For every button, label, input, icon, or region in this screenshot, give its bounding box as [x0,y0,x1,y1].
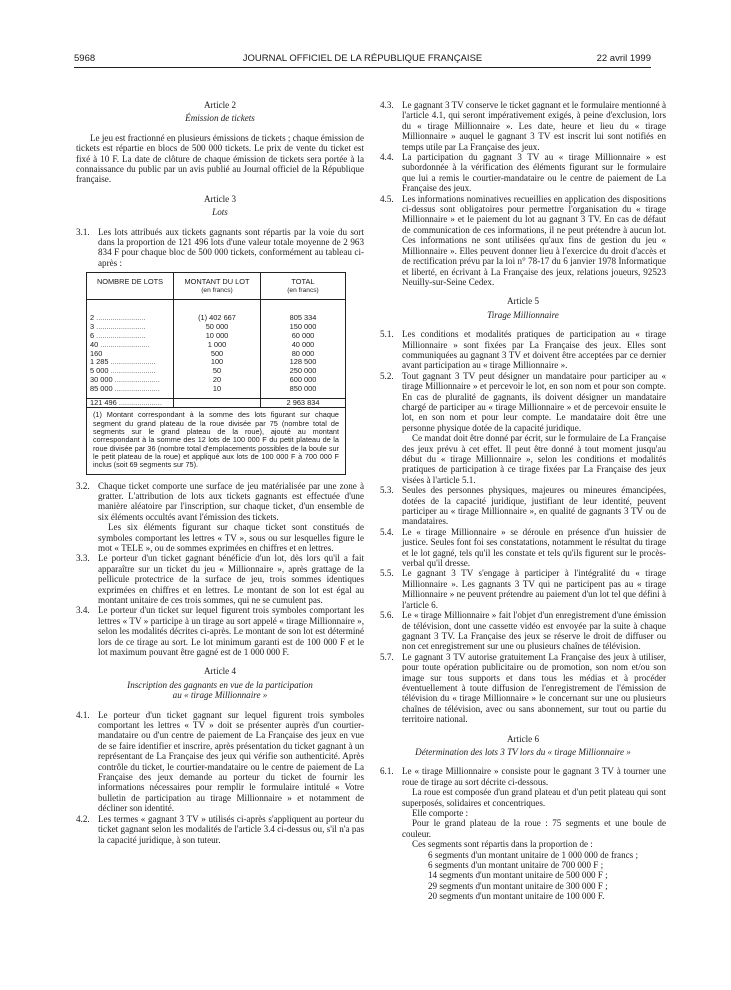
article-2-title: Article 2 [203,100,237,110]
table-row: 2 ........................ 3 ........................ 6 ........................ 40 ........................ 160 1 285 ...................... 5 000 ...................... 30 000 ...................... 85 000 ...................... (1) 402 667 50 000 10 000 1 000 500 100 50 20 10 805 334 150 000 60 000 40 000 80 000 128 500 250 000 600 000 850 000 [87,300,346,398]
table-total-row: 121 496 ..................... 2 963 834 [87,398,346,408]
list-item: 6 segments d'un montant unitaire de 700 000 F ; [428,860,604,871]
col-header-total: TOTAL (en francs) [261,273,346,300]
article-4-subtitle-line1: Inscription des gagnants en vue de la participation [127,679,313,690]
paragraph-4-1: 4.1. Le porteur d'un ticket gagnant sur lequel figurent trois symboles comportant les lettres « TV » doit se présenter auprès d'un courtier-mandataire ou d'un centre de paiement de La Française des jeux en vue de se faire identifier et inscrire, après présentation du ticket gagnant à un représentant de La Française des jeux qui vérifie son authenticité. Après contrôle du ticket, le courtier-mandataire ou le centre de paiement de La Française des jeux demande au porteur du ticket de fournir les informations nécessaires pour remplir le formulaire intitulé « Votre bulletin de participation au tirage Millionnaire » et notamment de décliner son identité. [76,709,364,814]
lots-table [86,272,346,474]
paragraph-5-4: 5.4. Le « tirage Millionnaire » se déroule en présence d'un huissier de justice. Seules font foi ses constatations, notamment le résultat du tirage et le lot gagné, tels qu'il les constate et tels qu'ils figurent sur le procès-verbal qu'il dresse. [380,526,666,569]
page-header [74,54,651,68]
page-number: 5968 [74,53,96,64]
article-4-subtitle-line2: au « tirage Millionnaire » [172,690,268,701]
table-footnote: (1) Montant correspondant à la somme des lots figurant sur chaque segment du grand plateau de la roue divisée par 75 (nombre total de segments sur le grand plateau de la roue), ajouté au montant correspondant à la somme des 12 lots de 100 000 F du petit plateau de la roue divisée par 36 (nombre total d'emplacements possibles de la boule sur le petit plateau de la roue) et appliqué aux lots de 100 000 F à 700 000 F inclus (soit 69 segments sur 75). [93,410,339,470]
article-5-title: Article 5 [506,296,540,307]
article-3-title: Article 3 [203,193,237,204]
article-4-title: Article 4 [203,666,237,677]
list-item: 20 segments d'un montant unitaire de 100 000 F. [428,891,605,902]
paragraph-5-7: 5.7. Le gagnant 3 TV autorise gratuitement La Française des jeux à utiliser, pour toute opération publicitaire ou de promotion, son nom et/ou son image sur tous supports et dans tous les médias et à procéder éventuellement à toute diffusion de l'enregistrement de l'émission de télévision du « tirage Millionnaire » le concernant sur une ou plusieurs chaînes de télévision, avec ou sans abonnement, sur tout ou partie du territoire national. [380,651,666,725]
article-3-subtitle: Lots [212,207,228,218]
article-2-subtitle: Émission de tickets [185,113,255,124]
paragraph-5-2: 5.2. Tout gagnant 3 TV peut désigner un mandataire pour participer au « tirage Millionnaire » et percevoir le lot, en son nom et pour son compte. En cas de pluralité de gagnants, ils doivent désigner un mandataire chargé de participer au « tirage Millionnaire » et de percevoir ensuite le lot, en son nom et pour leur compte. Le mandataire doit être une personne physique dotée de la capacité juridique. Ce mandat doit être donné par écrit, sur le formulaire de La Française des jeux prévu à cet effet. Il peut être donné à tout moment jusqu'au début du « tirage Millionnaire », selon les conditions et modalités pratiques de participation à ce tirage fixées par La Française des jeux visées à l'article 5.1. [380,370,666,485]
list-item: 14 segments d'un montant unitaire de 500 000 F ; [428,870,608,881]
right-column [380,100,666,902]
header-rule [74,67,651,68]
issue-date: 22 avril 1999 [596,53,651,64]
paragraph-5-6: 5.6. Le « tirage Millionnaire » fait l'objet d'un enregistrement d'une émission de télévision, dont une cassette vidéo est envoyée par la suite à chaque gagnant 3 TV. La Française des jeux se réserve le droit de diffuser ou non cet enregistrement sur une ou plusieurs chaînes de télévision. [380,610,666,652]
article-6-title: Article 6 [506,733,540,744]
paragraph-4-2: 4.2. Les termes « gagnant 3 TV » utilisés ci-après s'appliquent au porteur du ticket gagnant selon les modalités de l'article 3.4 ci-dessus ou, s'il n'a pas la capacité juridique, à son tuteur. [76,813,364,845]
paragraph-5-5: 5.5. Le gagnant 3 TV s'engage à participer à l'intégralité du « tirage Millionnaire ». Les gagnants 3 TV qui ne participent pas au « tirage Millionnaire » ne peuvent prétendre au paiement d'un lot tel que défini à l'article 6. [380,568,666,610]
journal-title: JOURNAL OFFICIEL DE LA RÉPUBLIQUE FRANÇAISE [242,53,483,64]
list-item: 29 segments d'un montant unitaire de 300 000 F ; [428,880,608,891]
col-header-amount: MONTANT DU LOT (en francs) [174,273,261,300]
article-5-subtitle: Tirage Millionnaire [487,309,559,320]
paragraph-5-1: 5.1. Les conditions et modalités pratiques de participation au « tirage Millionnaire » sont fixées par La Française des jeux. Elles sont communiquées au gagnant 3 TV et doivent être acceptées par ce dernier avant participation au « tirage Millionnaire ». [380,329,666,371]
paragraph-4-5: 4.5. Les informations nominatives recueillies en application des dispositions ci-dessus sont obligatoires pour permettre l'organisation du « tirage Millionnaire » et le paiement du lot au gagnant 3 TV. En cas de défaut de communication de ces informations, il ne peut prétendre à aucun lot. Ces informations ne sont utilisées qu'aux fins de gestion du jeu « Millionnaire ». Elles peuvent donner lieu à l'exercice du droit d'accès et de rectification prévu par la loi n° 78-17 du 6 janvier 1978 Informatique et liberté, en écrivant à La Française des jeux, relations joueurs, 92523 Neuilly-sur-Seine Cedex. [380,193,666,287]
paragraph-5-3: 5.3. Seules des personnes physiques, majeures ou mineures émancipées, dotées de la capacité juridique, justifiant de leur identité, peuvent participer au « tirage Millionnaire », en qualité de gagnants 3 TV ou de mandataires. [380,485,666,527]
paragraph-3-4: 3.4. Le porteur d'un ticket sur lequel figurent trois symboles comportant les lettres « TV » participe à un tirage au sort appelé « tirage Millionnaire », selon les modalités décrites ci-après. Le montant de son lot est déterminé lors de ce tirage au sort. Le lot minimum garanti est de 100 000 F et le lot maximum pouvant être gagné est de 1 000 000 F. [76,605,364,658]
paragraph-4-3: 4.3. Le gagnant 3 TV conserve le ticket gagnant et le formulaire mentionné à l'article 4.1, qui seront impérativement exigés, à peine d'exclusion, lors du « tirage Millionnaire ». Les date, heure et lieu du « tirage Millionnaire » auquel le gagnant 3 TV est inscrit lui sont notifiés en temps utile par La Française des jeux. [380,100,666,152]
paragraph-3-2: 3.2. Chaque ticket comporte une surface de jeu matérialisée par une zone à gratter. L'attribution de lots aux tickets gagnants est effectuée d'une manière aléatoire par l'inscription, sur chaque ticket, d'un ensemble de six éléments occultés avant l'émission des tickets. Les six éléments figurant sur chaque ticket sont constitués de symboles comportant les lettres « TV », sous ou sur lesquelles figure le mot « TELE », ou de sommes exprimées en chiffres et en lettres. [76,480,364,553]
segments-list [380,850,666,902]
paragraph-3-1: 3.1. Les lots attribués aux tickets gagnants sont répartis par la voie du sort dans la proportion de 121 496 lots d'une valeur totale moyenne de 2 963 834 F pour chaque bloc de 500 000 tickets, conformément au tableau ci-après : [76,226,364,268]
paragraph-4-4: 4.4. La participation du gagnant 3 TV au « tirage Millionnaire » est subordonnée à la vérification des éléments figurant sur le formulaire que lui a remis le courtier-mandataire ou le centre de paiement de La Française des jeux. [380,152,666,194]
article-2-text: Le jeu est fractionné en plusieurs émissions de tickets ; chaque émission de tickets est répartie en blocs de 500 000 tickets. Le prix de vente du ticket est fixé à 10 F. La date de clôture de chaque émission de tickets sera portée à la connaissance du public par un avis publié au Journal officiel de la République française. [76,132,364,185]
table-footnote-row [87,408,346,474]
article-6-subtitle: Détermination des lots 3 TV lors du « tirage Millionnaire » [415,746,631,757]
paragraph-3-3: 3.3. Le porteur d'un ticket gagnant bénéficie d'un lot, dès lors qu'il a fait apparaître sur un ticket du jeu « Millionnaire », après grattage de la pellicule protectrice de la surface de jeu, trois sommes identiques exprimées en chiffres et en lettres. Le montant de son lot est égal au montant unitaire de ces trois sommes, qui ne se cumulent pas. [76,553,364,605]
list-item: 6 segments d'un montant unitaire de 1 000 000 de francs ; [428,849,638,860]
col-header-lots: NOMBRE DE LOTS [87,273,174,300]
paragraph-6-1: 6.1. Le « tirage Millionnaire » consiste pour le gagnant 3 TV à tourner une roue de tirage au sort décrite ci-dessous. La roue est composée d'un grand plateau et d'un petit plateau qui sont superposés, solidaires et concentriques. Elle comporte : Pour le grand plateau de la roue : 75 segments et une boule de couleur. Ces segments sont répartis dans la proportion de : [380,766,666,850]
left-column [76,100,364,845]
